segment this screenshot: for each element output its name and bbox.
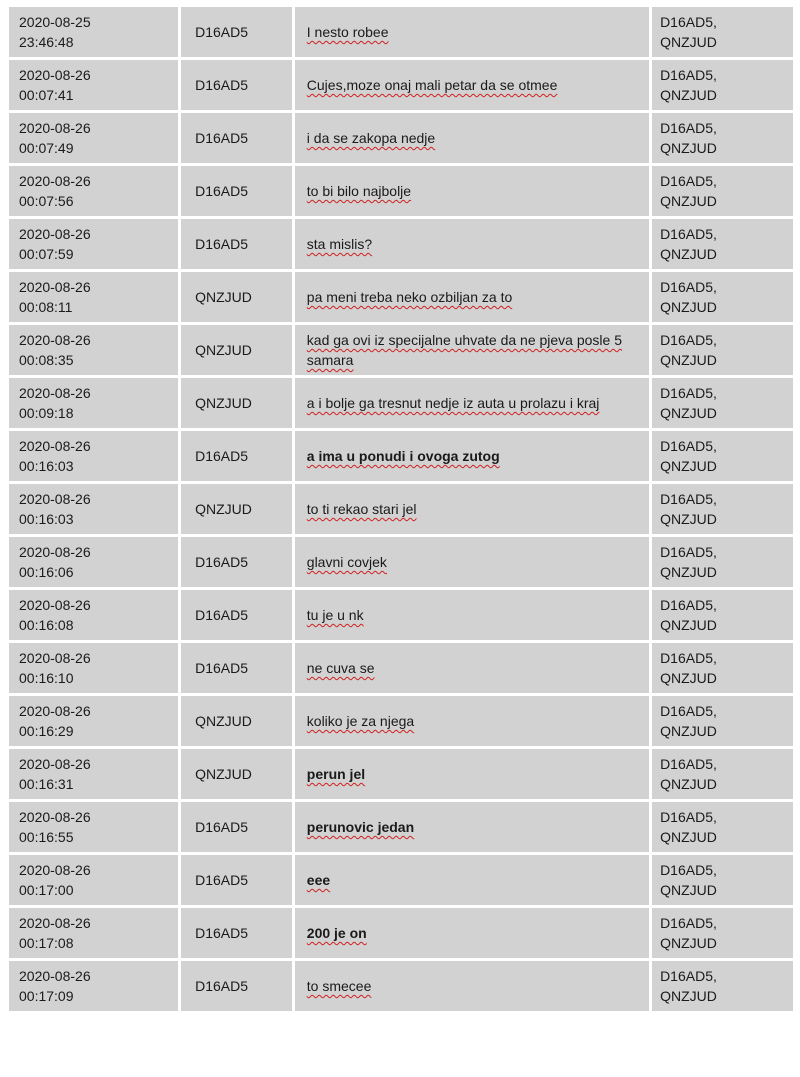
recipients-cell [652, 961, 793, 1011]
timestamp-cell [9, 749, 178, 799]
sender-id: D16AD5 [195, 236, 248, 252]
message-text: pa meni treba neko ozbiljan za to [306, 289, 513, 305]
timestamp-time: 00:08:11 [19, 299, 73, 315]
message-cell [295, 802, 649, 852]
sender-cell [181, 908, 292, 958]
table-row [9, 325, 793, 375]
recipient-1: D16AD5, [660, 14, 717, 30]
recipients-cell [652, 643, 793, 693]
sender-id: D16AD5 [195, 24, 248, 40]
timestamp-date: 2020-08-26 [19, 597, 91, 613]
recipient-1: D16AD5, [660, 438, 717, 454]
message-cell [295, 590, 649, 640]
recipient-1: D16AD5, [660, 279, 717, 295]
timestamp-cell [9, 961, 178, 1011]
recipient-1: D16AD5, [660, 385, 717, 401]
timestamp-date: 2020-08-26 [19, 67, 91, 83]
sender-cell [181, 961, 292, 1011]
recipients-cell [652, 219, 793, 269]
recipient-2: QNZJUD [660, 617, 717, 633]
recipient-2: QNZJUD [660, 829, 717, 845]
message-cell [295, 696, 649, 746]
message-text: to bi bilo najbolje [306, 183, 412, 199]
message-cell [295, 7, 649, 57]
sender-cell [181, 696, 292, 746]
timestamp-time: 00:16:08 [19, 617, 74, 633]
timestamp-date: 2020-08-26 [19, 968, 91, 984]
recipient-1: D16AD5, [660, 120, 717, 136]
recipient-1: D16AD5, [660, 756, 717, 772]
table-row [9, 908, 793, 958]
message-text: kad ga ovi iz specijalne uhvate da ne pjeva posle 5 samara [306, 332, 622, 368]
sender-cell [181, 219, 292, 269]
recipient-2: QNZJUD [660, 87, 717, 103]
recipient-1: D16AD5, [660, 544, 717, 560]
sender-cell [181, 643, 292, 693]
table-row [9, 431, 793, 481]
table-row [9, 113, 793, 163]
recipients-cell [652, 484, 793, 534]
timestamp-cell [9, 166, 178, 216]
message-cell [295, 537, 649, 587]
message-cell [295, 484, 649, 534]
timestamp-cell [9, 696, 178, 746]
sender-id: D16AD5 [195, 978, 248, 994]
recipient-1: D16AD5, [660, 650, 717, 666]
table-row [9, 537, 793, 587]
message-text: to smecee [306, 978, 372, 994]
recipients-cell [652, 378, 793, 428]
table-row [9, 60, 793, 110]
recipient-2: QNZJUD [660, 140, 717, 156]
timestamp-time: 00:16:10 [19, 670, 74, 686]
timestamp-cell [9, 219, 178, 269]
message-cell [295, 325, 649, 375]
sender-id: QNZJUD [195, 289, 252, 305]
table-row [9, 749, 793, 799]
table-row [9, 7, 793, 57]
message-cell [295, 749, 649, 799]
table-row [9, 590, 793, 640]
recipient-2: QNZJUD [660, 776, 717, 792]
timestamp-time: 23:46:48 [19, 34, 74, 50]
message-cell [295, 908, 649, 958]
recipient-2: QNZJUD [660, 935, 717, 951]
sender-cell [181, 749, 292, 799]
recipient-2: QNZJUD [660, 34, 717, 50]
recipient-2: QNZJUD [660, 193, 717, 209]
recipient-1: D16AD5, [660, 809, 717, 825]
sender-id: QNZJUD [195, 395, 252, 411]
timestamp-cell [9, 7, 178, 57]
recipients-cell [652, 908, 793, 958]
message-cell [295, 60, 649, 110]
timestamp-time: 00:17:00 [19, 882, 74, 898]
message-text: sta mislis? [306, 236, 373, 252]
table-row [9, 961, 793, 1011]
recipient-2: QNZJUD [660, 352, 717, 368]
timestamp-cell [9, 855, 178, 905]
sender-cell [181, 378, 292, 428]
timestamp-time: 00:16:31 [19, 776, 74, 792]
recipient-2: QNZJUD [660, 723, 717, 739]
timestamp-time: 00:07:56 [19, 193, 74, 209]
recipient-2: QNZJUD [660, 670, 717, 686]
message-text: I nesto robee [306, 24, 389, 40]
sender-cell [181, 325, 292, 375]
timestamp-cell [9, 60, 178, 110]
sender-id: D16AD5 [195, 872, 248, 888]
message-cell [295, 219, 649, 269]
message-text: Cujes,moze onaj mali petar da se otmee [306, 77, 558, 93]
message-cell [295, 961, 649, 1011]
sender-id: D16AD5 [195, 819, 248, 835]
recipients-cell [652, 7, 793, 57]
timestamp-time: 00:08:35 [19, 352, 74, 368]
sender-cell [181, 60, 292, 110]
timestamp-date: 2020-08-26 [19, 385, 91, 401]
message-log-body [9, 7, 793, 1011]
recipient-2: QNZJUD [660, 458, 717, 474]
sender-id: QNZJUD [195, 713, 252, 729]
timestamp-date: 2020-08-26 [19, 862, 91, 878]
sender-id: D16AD5 [195, 77, 248, 93]
timestamp-time: 00:16:55 [19, 829, 74, 845]
table-row [9, 219, 793, 269]
timestamp-date: 2020-08-25 [19, 14, 91, 30]
recipients-cell [652, 325, 793, 375]
table-row [9, 855, 793, 905]
sender-id: D16AD5 [195, 554, 248, 570]
timestamp-time: 00:07:49 [19, 140, 74, 156]
sender-id: QNZJUD [195, 766, 252, 782]
recipients-cell [652, 696, 793, 746]
recipients-cell [652, 60, 793, 110]
message-cell [295, 166, 649, 216]
timestamp-cell [9, 802, 178, 852]
message-text: glavni covjek [306, 554, 387, 570]
timestamp-date: 2020-08-26 [19, 650, 91, 666]
timestamp-date: 2020-08-26 [19, 703, 91, 719]
recipients-cell [652, 537, 793, 587]
timestamp-time: 00:07:41 [19, 87, 74, 103]
timestamp-date: 2020-08-26 [19, 544, 91, 560]
message-text: i da se zakopa nedje [306, 130, 436, 146]
timestamp-time: 00:17:08 [19, 935, 74, 951]
timestamp-cell [9, 272, 178, 322]
timestamp-date: 2020-08-26 [19, 226, 91, 242]
message-text: koliko je za njega [306, 713, 415, 729]
timestamp-date: 2020-08-26 [19, 809, 91, 825]
timestamp-time: 00:17:09 [19, 988, 74, 1004]
message-cell [295, 643, 649, 693]
timestamp-cell [9, 378, 178, 428]
timestamp-time: 00:16:03 [19, 458, 74, 474]
message-text: a i bolje ga tresnut nedje iz auta u prolazu i kraj [306, 395, 600, 411]
message-text: 200 je on [306, 925, 367, 941]
recipient-2: QNZJUD [660, 564, 717, 580]
recipient-1: D16AD5, [660, 968, 717, 984]
recipient-1: D16AD5, [660, 703, 717, 719]
timestamp-time: 00:16:06 [19, 564, 74, 580]
recipients-cell [652, 590, 793, 640]
sender-cell [181, 855, 292, 905]
timestamp-cell [9, 325, 178, 375]
recipient-2: QNZJUD [660, 405, 717, 421]
recipient-2: QNZJUD [660, 511, 717, 527]
timestamp-date: 2020-08-26 [19, 756, 91, 772]
recipients-cell [652, 166, 793, 216]
recipients-cell [652, 272, 793, 322]
sender-cell [181, 113, 292, 163]
timestamp-cell [9, 590, 178, 640]
message-text: a ima u ponudi i ovoga zutog [306, 448, 500, 464]
message-cell [295, 431, 649, 481]
sender-cell [181, 484, 292, 534]
table-row [9, 696, 793, 746]
timestamp-time: 00:09:18 [19, 405, 74, 421]
table-row [9, 484, 793, 534]
message-text: eee [306, 872, 331, 888]
recipient-1: D16AD5, [660, 173, 717, 189]
sender-id: D16AD5 [195, 130, 248, 146]
message-text: perun jel [306, 766, 366, 782]
sender-cell [181, 166, 292, 216]
sender-id: D16AD5 [195, 448, 248, 464]
recipient-1: D16AD5, [660, 226, 717, 242]
table-row [9, 166, 793, 216]
timestamp-time: 00:07:59 [19, 246, 74, 262]
message-cell [295, 113, 649, 163]
sender-id: QNZJUD [195, 501, 252, 517]
sender-id: D16AD5 [195, 183, 248, 199]
recipients-cell [652, 431, 793, 481]
message-log-table [6, 4, 796, 1014]
sender-id: D16AD5 [195, 660, 248, 676]
recipients-cell [652, 113, 793, 163]
sender-cell [181, 431, 292, 481]
message-cell [295, 855, 649, 905]
timestamp-date: 2020-08-26 [19, 173, 91, 189]
sender-cell [181, 272, 292, 322]
recipient-2: QNZJUD [660, 882, 717, 898]
message-text: tu je u nk [306, 607, 364, 623]
timestamp-cell [9, 908, 178, 958]
sender-id: D16AD5 [195, 925, 248, 941]
table-row [9, 378, 793, 428]
timestamp-date: 2020-08-26 [19, 332, 91, 348]
timestamp-cell [9, 484, 178, 534]
recipient-2: QNZJUD [660, 246, 717, 262]
recipient-2: QNZJUD [660, 988, 717, 1004]
recipients-cell [652, 749, 793, 799]
timestamp-date: 2020-08-26 [19, 279, 91, 295]
recipient-1: D16AD5, [660, 597, 717, 613]
recipients-cell [652, 855, 793, 905]
timestamp-date: 2020-08-26 [19, 120, 91, 136]
sender-id: QNZJUD [195, 342, 252, 358]
table-row [9, 643, 793, 693]
table-row [9, 272, 793, 322]
timestamp-date: 2020-08-26 [19, 438, 91, 454]
timestamp-cell [9, 431, 178, 481]
timestamp-time: 00:16:03 [19, 511, 74, 527]
sender-cell [181, 802, 292, 852]
table-row [9, 802, 793, 852]
message-cell [295, 272, 649, 322]
recipients-cell [652, 802, 793, 852]
sender-cell [181, 7, 292, 57]
recipient-1: D16AD5, [660, 862, 717, 878]
message-text: perunovic jedan [306, 819, 415, 835]
message-cell [295, 378, 649, 428]
recipient-1: D16AD5, [660, 491, 717, 507]
recipient-2: QNZJUD [660, 299, 717, 315]
message-text: to ti rekao stari jel [306, 501, 417, 517]
recipient-1: D16AD5, [660, 915, 717, 931]
sender-id: D16AD5 [195, 607, 248, 623]
timestamp-time: 00:16:29 [19, 723, 74, 739]
timestamp-cell [9, 643, 178, 693]
sender-cell [181, 590, 292, 640]
timestamp-date: 2020-08-26 [19, 491, 91, 507]
recipient-1: D16AD5, [660, 332, 717, 348]
timestamp-cell [9, 537, 178, 587]
timestamp-cell [9, 113, 178, 163]
timestamp-date: 2020-08-26 [19, 915, 91, 931]
message-text: ne cuva se [306, 660, 375, 676]
sender-cell [181, 537, 292, 587]
recipient-1: D16AD5, [660, 67, 717, 83]
